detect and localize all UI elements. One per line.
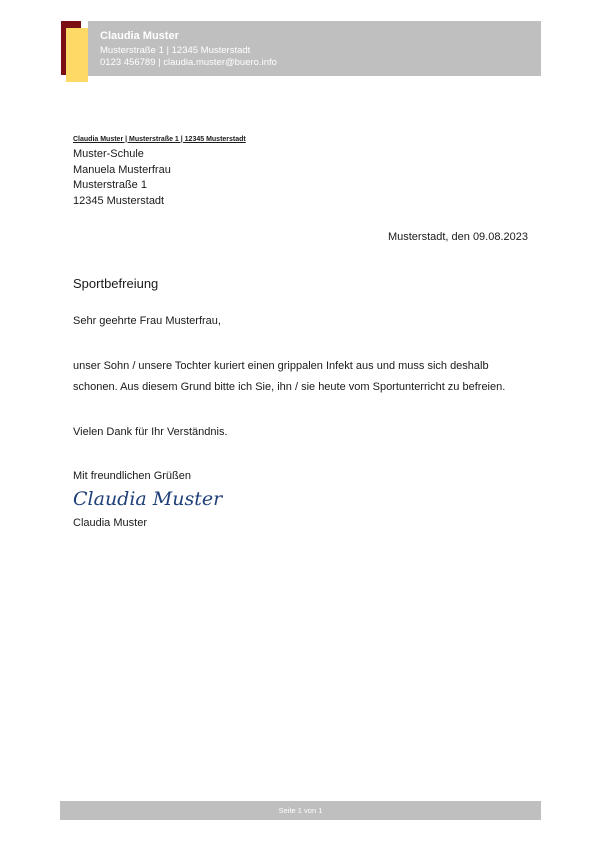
header-contact: 0123 456789 | claudia.muster@buero.info xyxy=(100,57,277,68)
footer-bar xyxy=(60,801,541,820)
sender-return-line: Claudia Muster | Musterstraße 1 | 12345 Musterstadt xyxy=(73,136,246,143)
recipient-line: Manuela Musterfrau xyxy=(73,163,171,176)
header-address: Musterstraße 1 | 12345 Musterstadt xyxy=(100,45,251,56)
recipient-address xyxy=(73,147,171,209)
recipient-line: Musterstraße 1 xyxy=(73,179,147,191)
salutation: Sehr geehrte Frau Musterfrau, xyxy=(73,315,221,327)
header-name: Claudia Muster xyxy=(100,30,179,42)
recipient-line: Muster-Schule xyxy=(73,148,144,160)
handwritten-signature: Claudia Muster xyxy=(73,488,223,510)
page-number: Seite 1 von 1 xyxy=(278,806,323,815)
letter-date: Musterstadt, den 09.08.2023 xyxy=(387,231,528,243)
body-text-line: unser Sohn / unsere Tochter kuriert einen grippalen Infekt aus und muss sich deshalb xyxy=(73,360,489,372)
signer-name: Claudia Muster xyxy=(73,517,147,529)
header-accent-light xyxy=(66,28,88,82)
letter-subject: Sportbefreiung xyxy=(73,276,159,291)
body-text-line: schonen. Aus diesem Grund bitte ich Sie, ihn / sie heute vom Sportunterricht zu befreien. xyxy=(73,381,506,393)
closing-line: Mit freundlichen Grüßen xyxy=(73,470,191,482)
thanks-line: Vielen Dank für Ihr Verständnis. xyxy=(73,426,228,438)
recipient-line: 12345 Musterstadt xyxy=(73,194,165,207)
